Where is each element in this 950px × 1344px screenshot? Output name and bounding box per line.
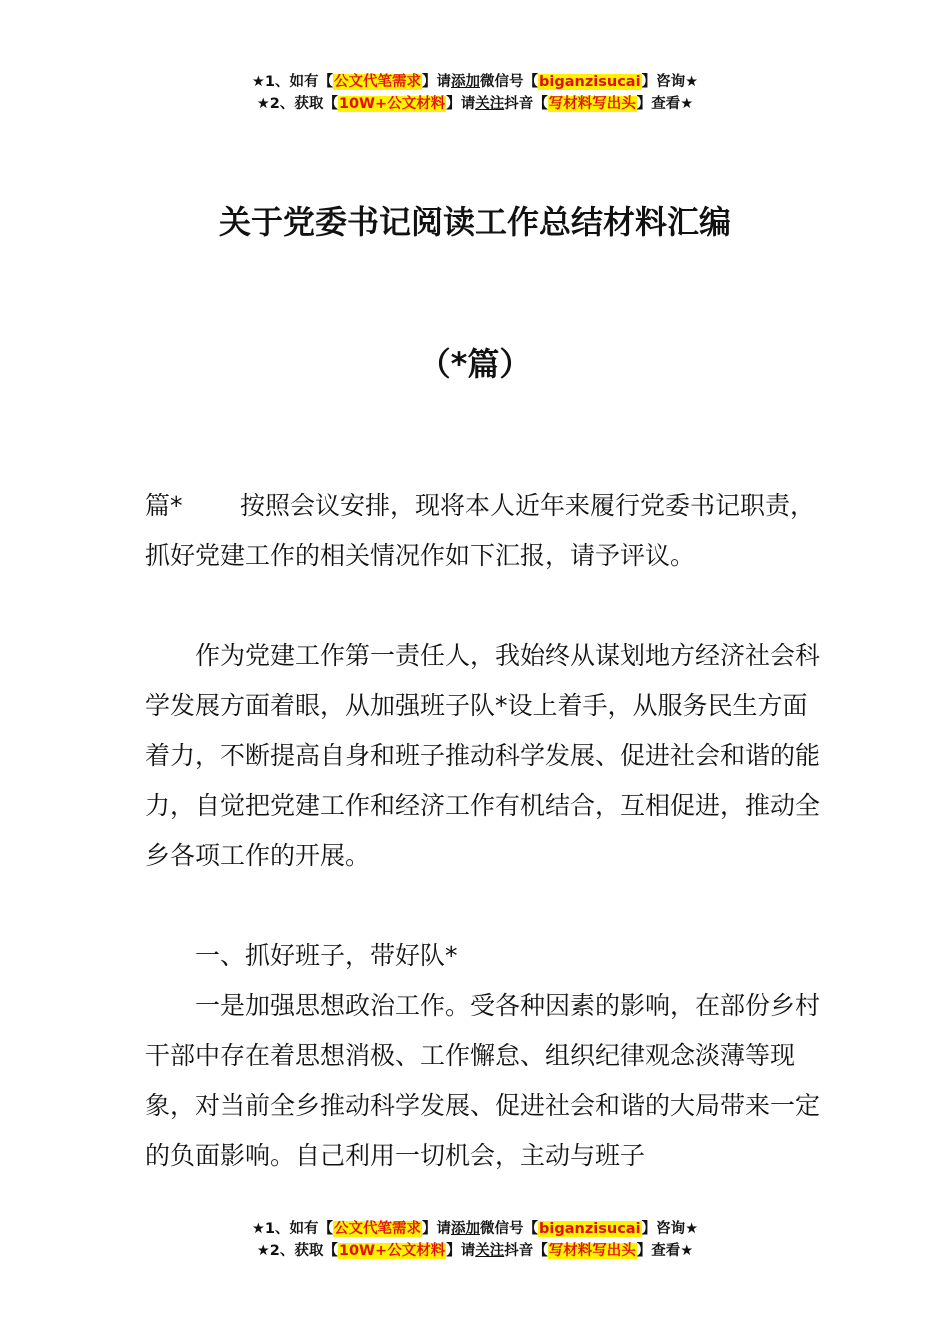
section-heading-1: 一、抓好班子，带好队*: [195, 941, 458, 970]
highlight-service: 公文代笔需求: [334, 74, 422, 90]
promo-banner-top: [0, 71, 950, 115]
promo-line-1: ★1、如有【公文代笔需求】请添加微信号【biganzisucai】咨询★: [251, 74, 699, 90]
promo-banner-bottom: [0, 1218, 950, 1262]
promo-line-2: ★2、获取【10W+公文材料】请关注抖音【写材料写出头】查看★: [256, 1243, 694, 1259]
highlight-wechat-id: biganzisucai: [539, 1221, 641, 1237]
highlight-wechat-id: biganzisucai: [539, 74, 641, 90]
paragraph-1: 篇* 按照会议安排，现将本人近年来履行党委书记职责，抓好党建工作的相关情况作如下汇报，请予评议。: [145, 481, 825, 581]
promo-line-1: ★1、如有【公文代笔需求】请添加微信号【biganzisucai】咨询★: [251, 1221, 699, 1237]
highlight-douyin-id: 写材料写出头: [548, 1243, 636, 1259]
highlight-douyin-id: 写材料写出头: [548, 96, 636, 112]
document-body: [145, 481, 825, 1181]
paragraph-2: 作为党建工作第一责任人，我始终从谋划地方经济社会科学发展方面着眼，从加强班子队*设上着手，从服务民生方面着力，不断提高自身和班子推动科学发展、促进社会和谐的能力，自觉把党建工作和经济工作有机结合，互相促进，推动全乡各项工作的开展。: [145, 641, 821, 870]
document-subtitle: （*篇）: [418, 345, 532, 383]
promo-line-2: ★2、获取【10W+公文材料】请关注抖音【写材料写出头】查看★: [256, 96, 694, 112]
paragraph-3: 一是加强思想政治工作。受各种因素的影响，在部份乡村干部中存在着思想消极、工作懈怠、组织纪律观念淡薄等现象，对当前全乡推动科学发展、促进社会和谐的大局带来一定的负面影响。自己利用一切机会，主动与班子: [145, 991, 821, 1170]
highlight-service: 公文代笔需求: [334, 1221, 422, 1237]
highlight-materials: 10W+公文材料: [338, 1243, 446, 1259]
highlight-materials: 10W+公文材料: [338, 96, 446, 112]
paragraph-1-lead: 篇*: [145, 491, 183, 520]
document-title: 关于党委书记阅读工作总结材料汇编: [218, 203, 731, 241]
